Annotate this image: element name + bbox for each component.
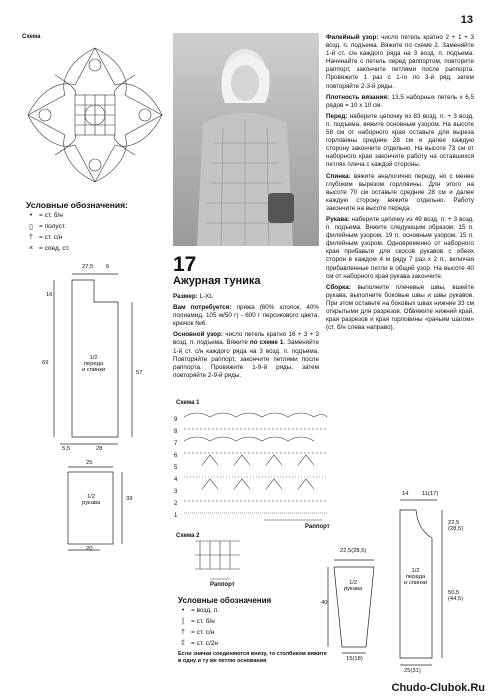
main-pattern-label: Основной узор: [173, 331, 223, 339]
dim-label: 57 [136, 370, 143, 376]
right-para [326, 94, 474, 110]
sleeve-pattern-2 [322, 555, 387, 660]
legend-note: Если значки соединяются внизу, то столбиком вяжите в одну и ту же петлю основания [178, 651, 327, 664]
size-para [173, 293, 319, 301]
legend-symbol: † [181, 629, 185, 636]
watermark: Chudo-Clubok.Ru [391, 682, 485, 694]
rapport-label: Раппорт [305, 524, 330, 530]
legend-bottom [178, 596, 338, 665]
para-label: Спинка: [326, 172, 351, 180]
dim-label: 50,5 (44,5) [448, 590, 464, 602]
materials-text: пряжа (60% хлопок, 40% полиамид, 105 м/50 г) - 600 г персикового цвета, крючок №6. [173, 304, 320, 328]
dim-label: 14 [402, 491, 409, 497]
size-value: L-XL [197, 293, 213, 300]
main-pattern-text: число петель кратно 16 + 3 + 3 возд. п. подъема. Вяжите [173, 331, 319, 347]
legend-symbol: • [29, 212, 33, 219]
dim-label: 16 [46, 292, 53, 298]
svg-text:3: 3 [174, 489, 178, 495]
para-text: вяжите аналогично переду, но с менее глубоким вырезом горловины. Для этого на высоте 70 см оставьте средние 28 см и далее каждую сторону вяжите отдельно. Работу закончите на высоте переда. [326, 172, 474, 212]
legend-top-title: Условные обозначения: [26, 200, 128, 210]
materials-para [173, 304, 319, 328]
svg-text:7: 7 [174, 441, 178, 447]
dim-label: 22,5 (28,5) [448, 520, 464, 532]
legend-bottom-title: Условные обозначения [178, 596, 272, 605]
model-illustration [173, 33, 319, 246]
para-label: Рукава: [326, 215, 350, 223]
svg-text:8: 8 [174, 429, 178, 435]
schema2-chart [190, 533, 250, 588]
size-label: Размер: [173, 293, 198, 300]
sleeve-pattern [60, 462, 140, 552]
main-pattern-para [173, 331, 319, 380]
model-photo [173, 33, 319, 246]
dim-label: 22,5(28,5) [340, 548, 367, 554]
dim-label: 40 [321, 600, 328, 606]
para-text: 13,5 наборных петель х 6,5 рядов = 10 х 10 см. [326, 93, 474, 109]
schema1-chart [172, 407, 332, 522]
dim-label: 5,5 [62, 446, 71, 452]
svg-text:4: 4 [174, 477, 178, 483]
main-pattern-text: . Заменяйте 1-й ст. с/н каждого ряда на 3 возд. п. подъема. Повторяйте раппорт, закончите петлями после раппорта. Провяжите 1-9-й ряды, затем повторяйте 2-9-й ряды. [173, 339, 320, 379]
svg-text:5: 5 [174, 465, 178, 471]
dim-label: 69 [42, 360, 49, 366]
para-label: Перед: [326, 112, 348, 120]
legend-row [178, 616, 338, 627]
page-number: 13 [460, 14, 473, 26]
para-label: Сборка: [326, 283, 351, 291]
legend-symbol: ‡ [181, 640, 185, 647]
para-text: выполните плечевые швы, вшейте рукава, выполните боковые швы и швы рукавов. При этом оставьте на боковых швах нижние 33 см открытыми для разрезов. Обвяжите нижний край, края разрезов и края горловины «рачьим шагом» (ст. б/н слева направо). [326, 283, 474, 332]
dim-label: 15(18) [346, 656, 363, 662]
svg-text:1: 1 [174, 513, 178, 519]
legend-row [178, 638, 338, 649]
schema2-label: Схема 2 [176, 533, 200, 539]
legend-row [178, 627, 338, 638]
legend-text: = соед. ст. [39, 245, 70, 252]
legend-symbol: | [182, 618, 184, 625]
right-para [326, 173, 474, 213]
piece-label: 1/2 переда и спинки [82, 355, 106, 373]
legend-top [26, 200, 146, 254]
legend-row [26, 232, 146, 243]
main-pattern-bold: по схеме 1 [249, 339, 284, 347]
legend-text: = ст. с/2н [191, 640, 218, 647]
legend-text: = возд. п. [191, 607, 220, 614]
legend-row [26, 210, 146, 221]
legend-symbol: × [28, 245, 34, 252]
legend-text: = ст. б/н [191, 618, 215, 625]
legend-symbol: † [29, 234, 33, 241]
dim-label: 11(17) [422, 491, 439, 497]
right-text [326, 34, 474, 335]
para-label: Плотность вязания: [326, 93, 390, 101]
right-para [326, 113, 474, 170]
schema1-label: Схема 1 [176, 400, 200, 406]
piece-label: 1/2 рукава [82, 494, 101, 506]
legend-text: = ст. с/н [39, 234, 63, 241]
para-text: наберите цепочку из 83 возд. п. + 3 возд. п. подъема, вяжите основным узором. На высоте 58 см от наборного края оставьте для выреза горловины средние 28 см и далее каждую сторону закончите отдельно. На высоте 73 см от наборного края закончите работу на оставшихся петлях плеча с каждой стороны. [326, 112, 474, 169]
legend-text: = ст. с/н [191, 629, 215, 636]
svg-text:6: 6 [174, 453, 178, 459]
legend-symbol: • [181, 607, 185, 614]
dim-label: 20 [86, 546, 93, 552]
center-text [173, 293, 319, 383]
svg-text:2: 2 [174, 501, 178, 507]
front-back-pattern-2 [382, 490, 482, 670]
piece-label: 1/2 переда и спинки [404, 568, 428, 586]
legend-symbol: ▯ [29, 223, 33, 231]
motif-diagram [20, 40, 170, 190]
pattern-number: 17 [173, 253, 197, 276]
legend-row [26, 221, 146, 232]
para-label: Филейный узор: [326, 34, 379, 41]
legend-row [26, 243, 146, 254]
dim-label: 6 [106, 264, 110, 270]
dim-label: 25(31) [404, 668, 421, 674]
para-text: число петель кратно 2 + 1 + 3 возд. п. подъема. Вяжите по схеме 2. Заменяйте 1-й ст. с/н каждого ряда на 3 возд. п. подъема. Начинайте с петель перед раппортом, повторите раппорт, закончите петлями после раппорта. Провяжите 1 раз с 1-го по 3-й ряд, затем повторяйте 2-3-й ряды. [326, 34, 474, 90]
dim-label: 39 [126, 496, 133, 502]
legend-text: = полуст. [39, 223, 66, 230]
piece-label: 1/2 рукава [344, 580, 363, 592]
rapport-label-2: Раппорт [210, 582, 235, 588]
legend-text: = ст. б/н [39, 212, 63, 219]
right-para [326, 34, 474, 91]
para-text: наберите цепочку из 49 возд. п. + 3 возд. п. подъема. Вяжите следующим образом: 15 п. филейным узором, 19 п. основным узором, 15 п. филейным узором. Одновременно от наборного края прибавьте для скосов рукавов с обеих сторон в каждом 4 м ряду 7 раз х 2 п., включая прибавленные петли в общий узор. На высоте 40 см от наборного края рукава закончите. [326, 215, 474, 280]
schema-label: Схема [22, 34, 41, 40]
svg-text:9: 9 [174, 417, 178, 423]
right-para [326, 216, 474, 281]
legend-row [178, 605, 338, 616]
pattern-title: Ажурная туника [173, 275, 261, 287]
materials-label: Вам потребуется: [173, 304, 232, 312]
dim-label: 28 [96, 446, 103, 452]
right-para [326, 284, 474, 333]
dim-label: 27,5 [82, 264, 94, 270]
dim-label: 25 [86, 460, 93, 466]
